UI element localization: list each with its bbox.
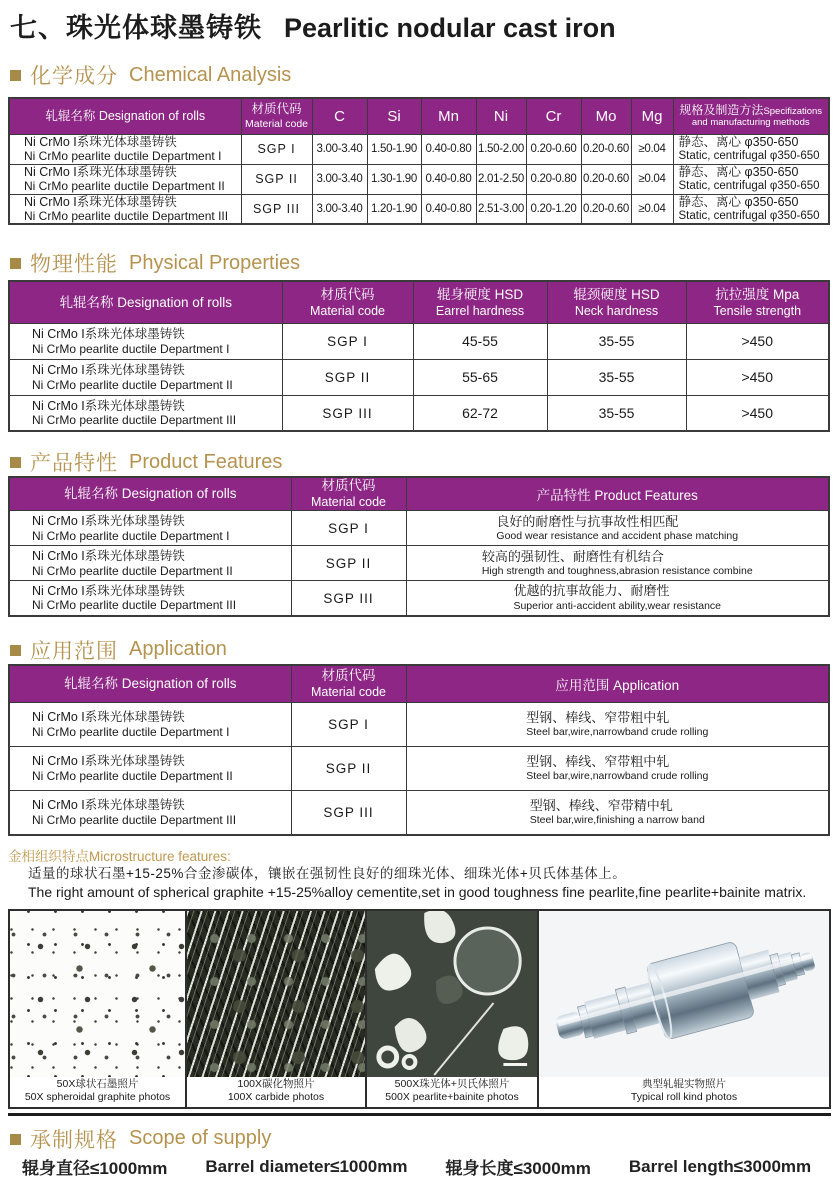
spec-header-en1: Specifizations	[763, 106, 823, 118]
material-code-header-zh: 材质代码	[251, 102, 302, 117]
material-code-cell: SGP I	[291, 703, 406, 747]
si-value: 1.30-1.90	[367, 164, 421, 194]
spec-method-header	[673, 98, 829, 134]
c-value: 3.00-3.40	[312, 134, 367, 164]
microstructure-desc-en: The right amount of spherical graphite +15-25%alloy cementite,set in good toughness fine pearlite,fine pearlite+bainite matrix.	[28, 883, 807, 900]
mo-value: 0.20-0.60	[581, 194, 631, 224]
application-cell: 型钢、棒线、窄带粗中轧 Steel bar,wire,narrowband crude rolling	[406, 747, 829, 791]
section-heading-zh: 物理性能	[30, 253, 118, 277]
feature-cell: 较高的强韧性、耐磨性有机结合 High strength and toughness,abrasion resistance combine	[406, 546, 829, 581]
photo-panel	[539, 911, 829, 1107]
designation-cell: Ni CrMo I系珠光体球墨铸铁 Ni CrMo pearlite ductile Department III	[9, 581, 291, 616]
product-features-table	[8, 476, 830, 616]
chemical-analysis-table	[8, 97, 830, 225]
microstructure-section	[8, 848, 831, 901]
barrel-diameter-spec-zh: 辊身直径≤1000mm	[22, 1159, 168, 1179]
section-bullet-icon	[10, 70, 21, 81]
typical-roll-photo	[539, 911, 829, 1077]
application-header: 应用范围 Application	[406, 665, 829, 703]
material-code-cell: SGP III	[241, 194, 312, 224]
designation-cell: Ni CrMo I系珠光体球墨铸铁 Ni CrMo pearlite ductile Department II	[9, 747, 291, 791]
spec-header-zh: 规格及制造方法	[679, 103, 764, 118]
photo-caption: 100X碳化物照片 100X carbide photos	[187, 1077, 365, 1107]
designation-cell: Ni CrMo I系珠光体球墨铸铁 Ni CrMo pearlite ductile Department I	[9, 323, 282, 359]
element-header-cr: Cr	[526, 98, 581, 134]
section-heading-en: Scope of supply	[129, 1127, 272, 1150]
table-row	[9, 395, 829, 431]
section-heading-application	[8, 638, 831, 662]
feature-cell: 良好的耐磨性与抗事故性相匹配 Good wear resistance and accident phase matching	[406, 511, 829, 546]
ni-value: 2.01-2.50	[476, 164, 526, 194]
neck-hardness-value: 35-55	[547, 323, 686, 359]
photo-strip	[8, 909, 831, 1109]
section-heading-zh: 应用范围	[30, 639, 118, 663]
c-value: 3.00-3.40	[312, 164, 367, 194]
designation-cell: Ni CrMo I系珠光体球墨铸铁 Ni CrMo pearlite ductile Department I	[9, 511, 291, 546]
ni-value: 2.51-3.00	[476, 194, 526, 224]
section-heading-features	[8, 450, 831, 474]
ni-value: 1.50-2.00	[476, 134, 526, 164]
designation-header: 轧辊名称 Designation of rolls	[9, 98, 241, 134]
microstructure-desc-zh: 适量的球状石墨+15-25%合金渗碳体，镶嵌在强韧性良好的细珠光体、细珠光体+贝氏体基体上。	[28, 865, 627, 881]
mo-value: 0.20-0.60	[581, 164, 631, 194]
tensile-strength-header: 抗拉强度 Mpa Tensile strength	[686, 281, 829, 323]
barrel-hardness-value: 55-65	[413, 359, 547, 395]
table-row	[9, 323, 829, 359]
feature-cell: 优越的抗事故能力、耐磨性 Superior anti-accident ability,wear resistance	[406, 581, 829, 616]
designation-cell: Ni CrMo I系珠光体球墨铸铁 Ni CrMo pearlite ductile Department III	[9, 395, 282, 431]
material-code-header	[241, 98, 312, 134]
barrel-hardness-value: 62-72	[413, 395, 547, 431]
table-header-row	[9, 98, 829, 134]
photo-panel	[367, 911, 539, 1107]
designation-cell: Ni CrMo I系珠光体球墨铸铁 Ni CrMo pearlite ductile Department II	[9, 164, 241, 194]
application-cell: 型钢、棒线、窄带粗中轧 Steel bar,wire,narrowband crude rolling	[406, 703, 829, 747]
table-row	[9, 134, 829, 164]
spec-cell: 静态、离心 φ350-650 Static, centrifugal φ350-650	[673, 194, 829, 224]
element-header-mo: Mo	[581, 98, 631, 134]
material-code-cell: SGP II	[282, 359, 413, 395]
section-divider	[8, 1113, 831, 1116]
application-table	[8, 664, 830, 836]
table-row	[9, 359, 829, 395]
cr-value: 0.20-0.80	[526, 164, 581, 194]
spec-cell: 静态、离心 φ350-650 Static, centrifugal φ350-650	[673, 164, 829, 194]
barrel-hardness-header: 辊身硬度 HSD Earrel hardness	[413, 281, 547, 323]
photo-panel	[10, 911, 187, 1107]
material-code-cell: SGP III	[291, 791, 406, 835]
designation-header: 轧辊名称 Designation of rolls	[9, 477, 291, 510]
material-code-cell: SGP I	[282, 323, 413, 359]
material-code-header-en: Material code	[244, 117, 309, 130]
mg-value: ≥0.04	[631, 164, 673, 194]
table-header-row	[9, 665, 829, 703]
element-header-ni: Ni	[476, 98, 526, 134]
element-header-si: Si	[367, 98, 421, 134]
material-code-header: 材质代码 Material code	[282, 281, 413, 323]
tensile-strength-value: >450	[686, 323, 829, 359]
pearlite-bainite-photo	[367, 911, 537, 1077]
page-title-en: Pearlitic nodular cast iron	[284, 13, 616, 43]
cr-value: 0.20-0.60	[526, 134, 581, 164]
table-row	[9, 791, 829, 835]
designation-cell: Ni CrMo I系珠光体球墨铸铁 Ni CrMo pearlite ductile Department III	[9, 791, 291, 835]
designation-cell: Ni CrMo I系珠光体球墨铸铁 Ni CrMo pearlite ductile Department I	[9, 703, 291, 747]
mn-value: 0.40-0.80	[421, 134, 476, 164]
page-title	[10, 13, 831, 43]
element-header-mn: Mn	[421, 98, 476, 134]
section-bullet-icon	[10, 645, 21, 656]
material-code-cell: SGP I	[291, 511, 406, 546]
material-code-cell: SGP I	[241, 134, 312, 164]
neck-hardness-value: 35-55	[547, 359, 686, 395]
cr-value: 0.20-1.20	[526, 194, 581, 224]
mo-value: 0.20-0.60	[581, 134, 631, 164]
mg-value: ≥0.04	[631, 134, 673, 164]
barrel-hardness-value: 45-55	[413, 323, 547, 359]
barrel-length-spec-zh: 辊身长度≤3000mm	[445, 1159, 591, 1179]
roll-illustration	[539, 911, 829, 1077]
barrel-diameter-spec-en: Barrel diameter≤1000mm	[205, 1156, 408, 1176]
table-row	[9, 581, 829, 616]
section-heading-zh: 产品特性	[30, 452, 118, 476]
section-bullet-icon	[10, 258, 21, 269]
material-code-header: 材质代码 Material code	[291, 665, 406, 703]
pearlite-bainite-illustration	[367, 911, 537, 1077]
si-value: 1.20-1.90	[367, 194, 421, 224]
element-header-c: C	[312, 98, 367, 134]
material-code-cell: SGP III	[291, 581, 406, 616]
section-heading-supply	[8, 1127, 831, 1151]
tensile-strength-value: >450	[686, 395, 829, 431]
element-header-mg: Mg	[631, 98, 673, 134]
photo-caption: 500X珠光体+贝氏体照片 500X pearlite+bainite photos	[367, 1077, 537, 1107]
section-bullet-icon	[10, 457, 21, 468]
designation-cell: Ni CrMo I系珠光体球墨铸铁 Ni CrMo pearlite ductile Department II	[9, 359, 282, 395]
section-heading-en: Chemical Analysis	[129, 63, 292, 86]
features-header: 产品特性 Product Features	[406, 477, 829, 510]
c-value: 3.00-3.40	[312, 194, 367, 224]
spec-header-en2: and manufacturing methods	[691, 116, 810, 128]
section-heading-en: Product Features	[129, 450, 283, 473]
material-code-header: 材质代码 Material code	[291, 477, 406, 510]
section-heading-en: Physical Properties	[129, 251, 301, 274]
si-value: 1.50-1.90	[367, 134, 421, 164]
photo-panel	[187, 911, 367, 1107]
spec-cell: 静态、离心 φ350-650 Static, centrifugal φ350-650	[673, 134, 829, 164]
supply-specs	[8, 1157, 831, 1177]
barrel-length-spec-en: Barrel length≤3000mm	[628, 1156, 812, 1176]
neck-hardness-header: 辊颈硬度 HSD Neck hardness	[547, 281, 686, 323]
material-code-cell: SGP II	[291, 747, 406, 791]
section-heading-physical	[8, 251, 831, 275]
section-heading-chemical	[8, 63, 831, 87]
section-heading-zh: 承制规格	[30, 1128, 118, 1152]
spheroidal-graphite-photo	[10, 911, 185, 1077]
section-heading-en: Application	[129, 638, 227, 661]
designation-cell: Ni CrMo I系珠光体球墨铸铁 Ni CrMo pearlite ductile Department II	[9, 546, 291, 581]
section-heading-zh: 化学成分	[30, 65, 118, 88]
page-title-zh: 七、珠光体球墨铸铁	[10, 13, 262, 43]
table-row	[9, 164, 829, 194]
table-header-row	[9, 281, 829, 323]
table-row	[9, 703, 829, 747]
mn-value: 0.40-0.80	[421, 164, 476, 194]
table-row	[9, 194, 829, 224]
application-cell: 型钢、棒线、窄带精中轧 Steel bar,wire,finishing a narrow band	[406, 791, 829, 835]
table-row	[9, 747, 829, 791]
physical-properties-table	[8, 280, 830, 432]
microstructure-heading: 金相组织特点Microstructure features:	[8, 848, 231, 864]
designation-cell: Ni CrMo I系珠光体球墨铸铁 Ni CrMo pearlite ductile Department III	[9, 194, 241, 224]
material-code-cell: SGP III	[282, 395, 413, 431]
material-code-cell: SGP II	[291, 546, 406, 581]
neck-hardness-value: 35-55	[547, 395, 686, 431]
material-code-cell: SGP II	[241, 164, 312, 194]
table-row	[9, 511, 829, 546]
table-header-row	[9, 477, 829, 510]
designation-header: 轧辊名称 Designation of rolls	[9, 281, 282, 323]
tensile-strength-value: >450	[686, 359, 829, 395]
designation-header: 轧辊名称 Designation of rolls	[9, 665, 291, 703]
section-bullet-icon	[10, 1134, 21, 1145]
mn-value: 0.40-0.80	[421, 194, 476, 224]
photo-caption: 典型轧辊实物照片 Typical roll kind photos	[539, 1077, 829, 1107]
table-row	[9, 546, 829, 581]
carbide-photo	[187, 911, 365, 1077]
mg-value: ≥0.04	[631, 194, 673, 224]
designation-cell: Ni CrMo I系珠光体球墨铸铁 Ni CrMo pearlite ductile Department I	[9, 134, 241, 164]
photo-caption: 50X球状石墨照片 50X spheroidal graphite photos	[10, 1077, 185, 1107]
